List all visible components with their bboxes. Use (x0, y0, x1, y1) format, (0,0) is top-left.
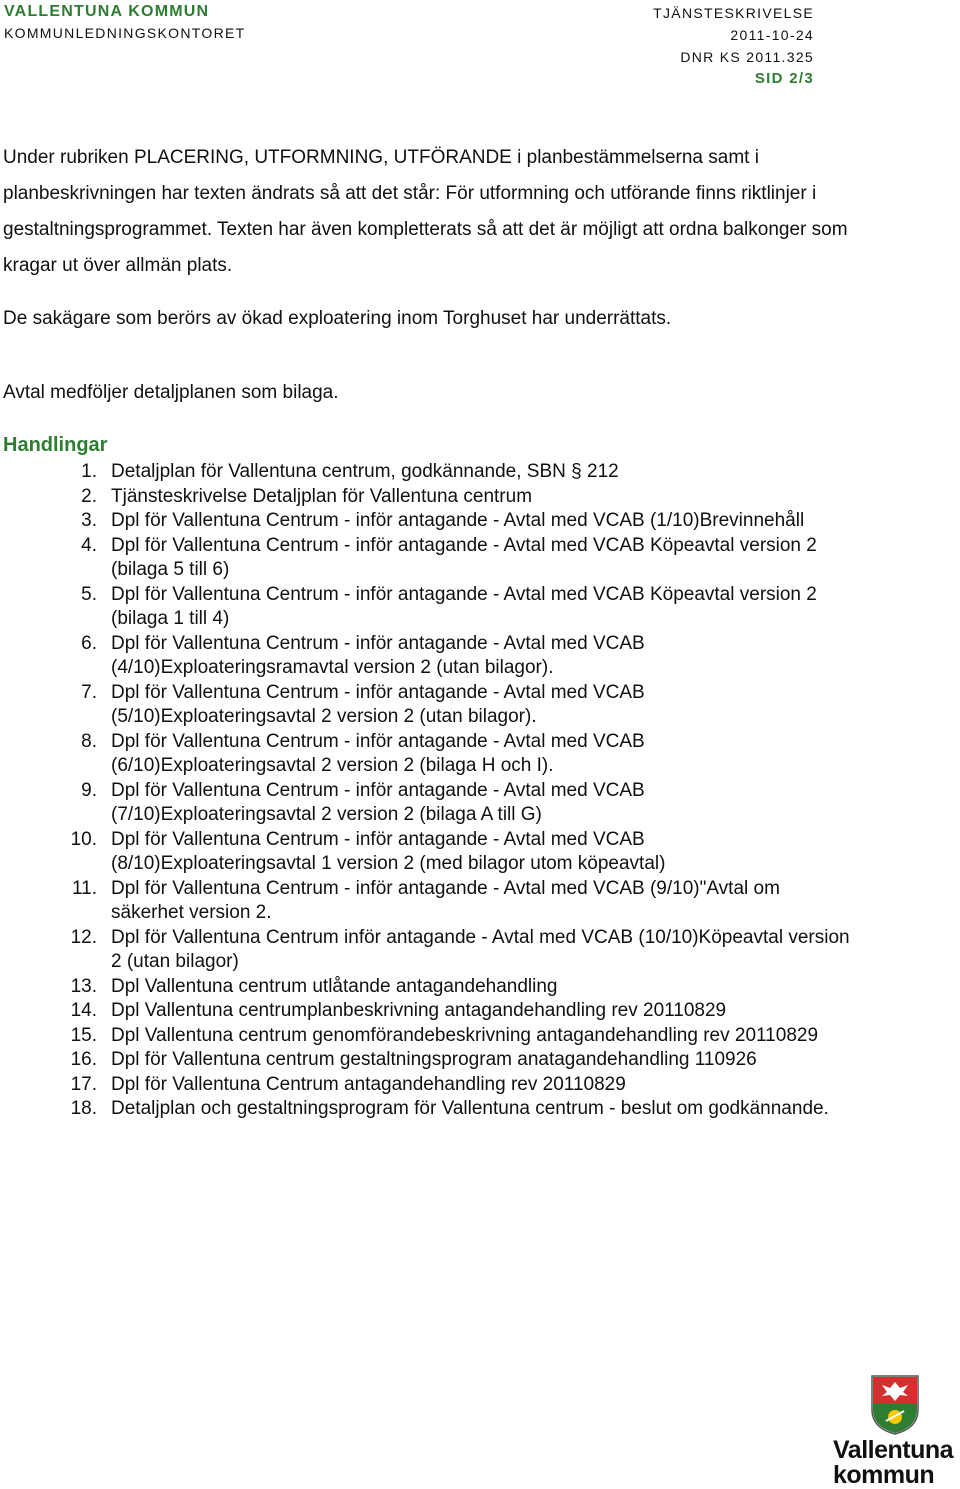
list-item (0, 926, 850, 975)
list-item-number: 16. (70, 1049, 97, 1070)
list-item-text: Dpl för Vallentuna Centrum - inför antagande - Avtal med VCAB (1/10)Brevinnehåll (111, 510, 805, 531)
list-item-text: Detaljplan för Vallentuna centrum, godkännande, SBN § 212 (111, 461, 619, 482)
list-item (0, 828, 850, 877)
list-item-text: Dpl för Vallentuna Centrum - inför antagande - Avtal med VCAB Köpeavtal version 2 (bilaga 1 till 4) (111, 583, 817, 629)
list-item (0, 632, 850, 681)
list-item-text: Dpl för Vallentuna Centrum - inför antagande - Avtal med VCAB Köpeavtal version 2 (bilaga 5 till 6) (111, 534, 817, 580)
list-item-number: 14. (70, 1000, 97, 1021)
documents-list (0, 460, 850, 1122)
list-item-text: Dpl för Vallentuna centrum gestaltningsprogram anatagandehandling 110926 (111, 1049, 757, 1070)
list-item-number: 18. (70, 1098, 97, 1119)
list-item-text: Detaljplan och gestaltningsprogram för Vallentuna centrum - beslut om godkännande. (111, 1098, 829, 1119)
list-item-number: 5. (81, 583, 97, 605)
logo-line-2: kommun (833, 1461, 935, 1489)
list-item (0, 975, 850, 1000)
list-item (0, 1073, 850, 1098)
organization-name: VALLENTUNA KOMMUN (4, 3, 210, 20)
list-item-number: 3. (81, 510, 97, 531)
list-item (0, 583, 850, 632)
list-item (0, 534, 850, 583)
document-date: 2011-10-24 (730, 27, 814, 43)
list-item-text: Dpl för Vallentuna Centrum inför antagande - Avtal med VCAB (10/10)Köpeavtal version 2 (utan bilagor) (111, 926, 850, 972)
paragraph-changes: Under rubriken PLACERING, UTFORMNING, UTFÖRANDE i planbestämmelserna samt i planbeskrivningen har texten ändrats så att det står: För utformning och utförande finns riktlinjer i gestaltningsprogrammet. Texten har även kompletterats så att det är möjligt att ordna balkonger som kragar ut över allmän plats. (3, 147, 848, 276)
municipality-logo (833, 1372, 959, 1487)
list-item-text: Dpl Vallentuna centrum utlåtande antagandehandling (111, 975, 558, 997)
document-type: TJÄNSTESKRIVELSE (653, 5, 814, 21)
list-item-number: 4. (81, 534, 97, 556)
list-item-text: Dpl för Vallentuna Centrum - inför antagande - Avtal med VCAB (4/10)Exploateringsramavtal version 2 (utan bilagor). (111, 632, 645, 678)
list-item-number: 15. (70, 1024, 97, 1046)
list-item (0, 1024, 850, 1049)
paragraph-agreement: Avtal medföljer detaljplanen som bilaga. (3, 382, 339, 403)
list-item-text: Dpl för Vallentuna Centrum antagandehandling rev 20110829 (111, 1073, 626, 1095)
list-item-number: 13. (70, 975, 97, 997)
list-item (0, 999, 850, 1024)
list-item-number: 12. (70, 926, 97, 948)
coat-of-arms-icon (870, 1374, 920, 1436)
list-item-number: 11. (71, 877, 97, 899)
list-item (0, 1048, 850, 1073)
header-left (4, 2, 245, 44)
header-right (653, 2, 814, 90)
list-item (0, 460, 850, 485)
list-item-number: 8. (81, 730, 97, 752)
documents-heading: Handlingar (3, 434, 108, 456)
list-item-text: Dpl för Vallentuna Centrum - inför antagande - Avtal med VCAB (9/10)"Avtal om säkerhet version 2. (111, 877, 780, 923)
list-item-number: 10. (70, 828, 97, 850)
list-item (0, 509, 850, 534)
list-item-text: Dpl för Vallentuna Centrum - inför antagande - Avtal med VCAB (6/10)Exploateringsavtal 2 version 2 (bilaga H och I). (111, 730, 645, 776)
logo-text (833, 1438, 959, 1488)
list-item (0, 1097, 850, 1122)
department-name: KOMMUNLEDNINGSKONTORET (4, 25, 246, 41)
list-item (0, 779, 850, 828)
list-item (0, 730, 850, 779)
page-number: SID 2/3 (754, 70, 814, 87)
list-item-text: Dpl för Vallentuna Centrum - inför antagande - Avtal med VCAB (7/10)Exploateringsavtal 2 version 2 (bilaga A till G) (111, 779, 645, 825)
list-item (0, 877, 850, 926)
paragraph-owners: De sakägare som berörs av ökad exploatering inom Torghuset har underrättats. (3, 308, 672, 329)
list-item (0, 681, 850, 730)
reference-number: DNR KS 2011.325 (680, 49, 814, 65)
list-item-number: 17. (70, 1073, 97, 1095)
list-item-number: 9. (81, 779, 97, 801)
list-item-text: Dpl Vallentuna centrumplanbeskrivning antagandehandling rev 20110829 (111, 1000, 727, 1021)
list-item-text: Dpl Vallentuna centrum genomförandebeskrivning antagandehandling rev 20110829 (111, 1024, 819, 1046)
list-item-number: 1. (81, 461, 97, 482)
list-item-text: Dpl för Vallentuna Centrum - inför antagande - Avtal med VCAB (5/10)Exploateringsavtal 2 version 2 (utan bilagor). (111, 681, 645, 727)
list-item-number: 6. (81, 632, 97, 654)
logo-line-1: Vallentuna (833, 1436, 954, 1464)
list-item-text: Dpl för Vallentuna Centrum - inför antagande - Avtal med VCAB (8/10)Exploateringsavtal 1 version 2 (med bilagor utom köpeavtal) (111, 828, 666, 874)
list-item-number: 2. (81, 485, 97, 507)
list-item-text: Tjänsteskrivelse Detaljplan för Vallentuna centrum (111, 485, 533, 507)
list-item-number: 7. (81, 681, 97, 703)
list-item (0, 485, 850, 510)
